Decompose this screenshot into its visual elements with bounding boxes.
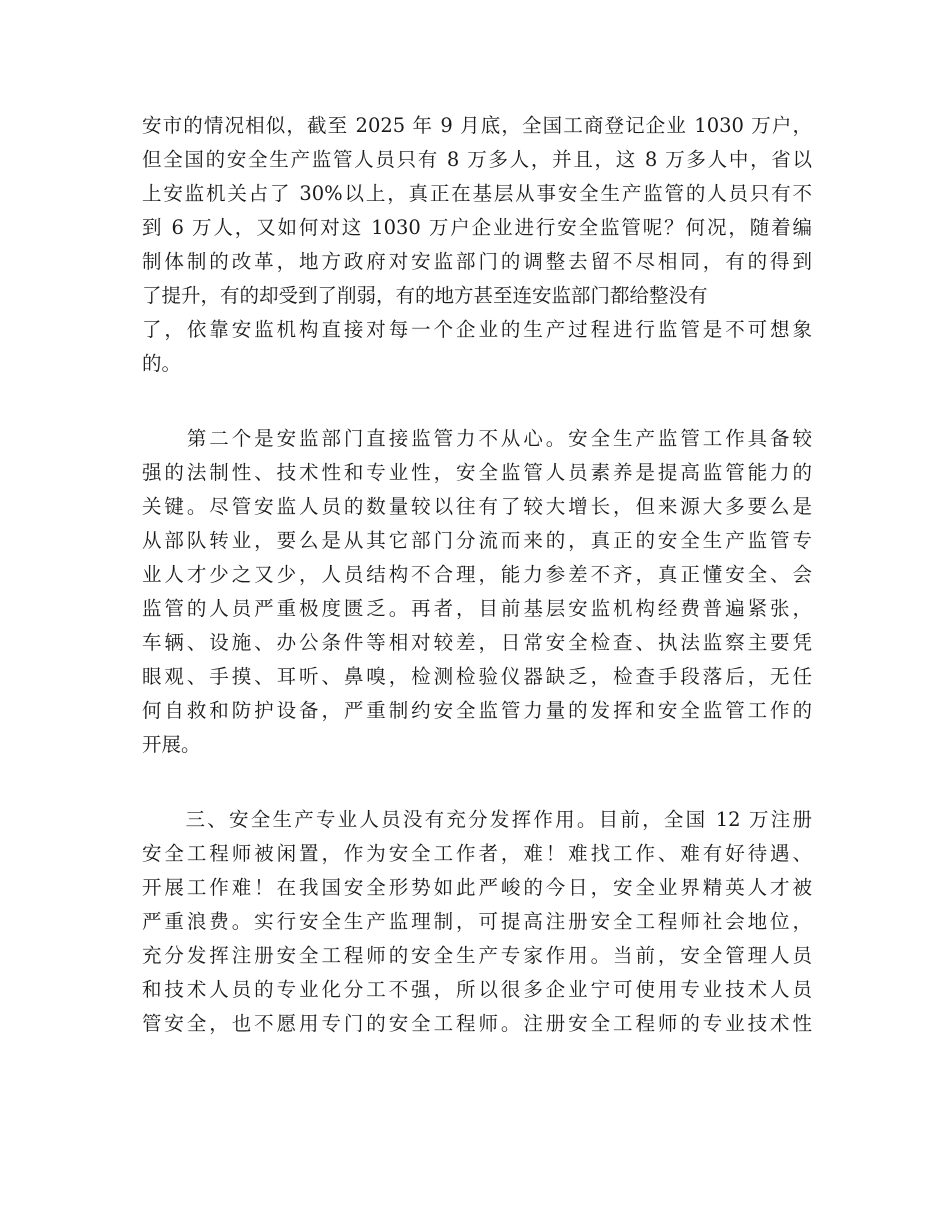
text-line: 了，依靠安监机构直接对每一个企业的生产过程进行监管是不可想象	[142, 318, 812, 341]
text-line: 充分发挥注册安全工程师的安全生产专家作用。当前，安全管理人员	[142, 944, 812, 967]
text-line: 车辆、设施、办公条件等相对较差，日常安全检查、执法监察主要凭	[142, 631, 812, 654]
text-line: 制体制的改革，地方政府对安监部门的调整去留不尽相同，有的得到	[142, 250, 812, 273]
text-line: 了提升，有的却受到了削弱，有的地方甚至连安监部门都给整没有	[142, 284, 708, 307]
text-line: 到 6 万人，又如何对这 1030 万户企业进行安全监管呢？何况，随着编	[142, 216, 812, 239]
text-line: 的。	[142, 352, 182, 375]
text-line: 关键。尽管安监人员的数量较以往有了较大增长，但来源大多要么是	[142, 495, 812, 518]
text-line: 严重浪费。实行安全生产监理制，可提高注册安全工程师社会地位，	[142, 910, 812, 933]
paragraph-3	[142, 803, 812, 1041]
text-line: 强的法制性、技术性和专业性，安全监管人员素养是提高监管能力的	[142, 461, 812, 484]
text-line: 三、安全生产专业人员没有充分发挥作用。目前，全国 12 万注册	[142, 808, 812, 831]
text-line: 开展。	[142, 733, 201, 756]
text-line: 安全工程师被闲置，作为安全工作者，难！难找工作、难有好待遇、	[142, 842, 812, 865]
text-line: 第二个是安监部门直接监管力不从心。安全生产监管工作具备较	[142, 427, 812, 450]
text-line: 上安监机关占了 30%以上，真正在基层从事安全生产监管的人员只有不	[142, 182, 812, 205]
text-line: 监管的人员严重极度匮乏。再者，目前基层安监机构经费普遍紧张，	[142, 597, 812, 620]
text-line: 业人才少之又少，人员结构不合理，能力参差不齐，真正懂安全、会	[142, 563, 812, 586]
text-line: 何自救和防护设备，严重制约安全监管力量的发挥和安全监管工作的	[142, 699, 812, 722]
paragraph-2	[142, 422, 812, 762]
text-line: 开展工作难！在我国安全形势如此严峻的今日，安全业界精英人才被	[142, 876, 812, 899]
paragraph-1	[142, 109, 812, 381]
text-line: 管安全，也不愿用专门的安全工程师。注册安全工程师的专业技术性	[142, 1012, 812, 1035]
text-line: 但全国的安全生产监管人员只有 8 万多人，并且，这 8 万多人中，省以	[142, 148, 812, 171]
text-line: 安市的情况相似，截至 2025 年 9 月底，全国工商登记企业 1030 万户，	[142, 114, 812, 137]
text-line: 和技术人员的专业化分工不强，所以很多企业宁可使用专业技术人员	[142, 978, 812, 1001]
text-line: 从部队转业，要么是从其它部门分流而来的，真正的安全生产监管专	[142, 529, 812, 552]
text-line: 眼观、手摸、耳听、鼻嗅，检测检验仪器缺乏，检查手段落后，无任	[142, 665, 812, 688]
